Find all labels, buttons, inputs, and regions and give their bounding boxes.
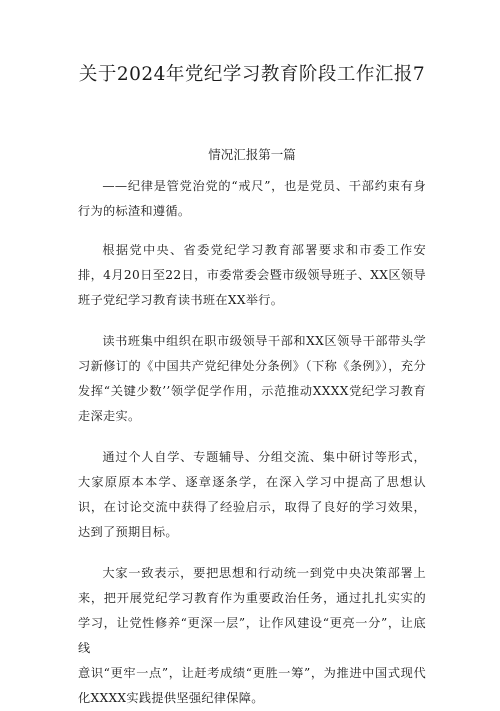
- paragraph-5: 大家一致表示，要把思想和行动统一到党中央决策部署上来，把开展党纪学习教育作为重要政治任务，通过扎扎实实的学习，让党性修养“更深一层”，让作风建设“更亮一分”，让底线: [78, 566, 426, 655]
- paragraph-6: 意识“更牢一点”，让赶考成绩“更胜一筹”，为推进中国式现代化XXXX实践提供坚强纪律保障。: [78, 666, 426, 705]
- paragraph-2: 根据党中央、省委党纪学习教育部署要求和市委工作安排，4月20日至22日，市委常委会暨市级领导班子、XX区领导班子党纪学习教育读书班在XX举行。: [78, 243, 426, 307]
- paragraph-4: 通过个人自学、专题辅导、分组交流、集中研讨等形式，大家原原本本学、逐章逐条学，在深入学习中提高了思想认识，在讨论交流中获得了经验启示，取得了良好的学习效果，达到了预期目标。: [78, 450, 426, 539]
- paragraph-1: ——纪律是管党治党的“戒尺”，也是党员、干部约束有身行为的标渣和遵循。: [78, 179, 426, 218]
- section-subtitle: 情况汇报第一篇: [208, 147, 296, 162]
- document-title: 关于2024年党纪学习教育阶段工作汇报7: [78, 64, 426, 85]
- paragraph-3: 读书班集中组织在职市级领导干部和XX区领导干部带头学习新修订的《中国共产党纪律处分条例》（下称《条例》），充分发挥“关键少数’’领学促学作用，示范推动XXXX党纪学习教育走深走实。: [78, 334, 426, 423]
